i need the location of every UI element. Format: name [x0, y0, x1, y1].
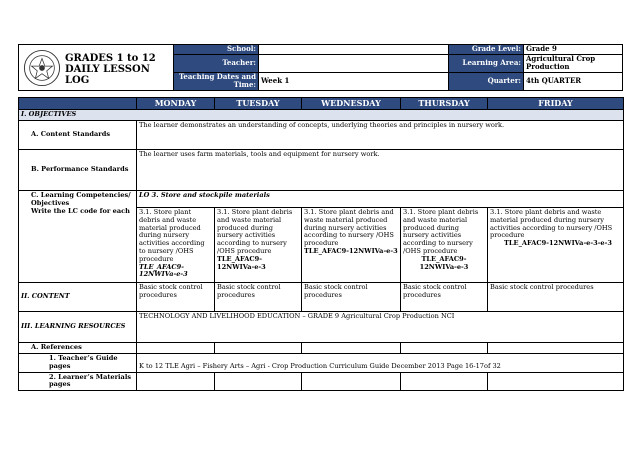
day-monday: MONDAY [137, 98, 215, 110]
lc-code: TLE_AFAC9-12NWIVa-e-3 [139, 262, 188, 279]
learners-materials-label: 2. Learner’s Materials pages [19, 372, 137, 391]
lc-code: TLE_AFAC9-12NWIVa-e-3 [217, 254, 266, 271]
references-label: A. References [19, 343, 137, 354]
performance-standards-label: B. Performance Standards [19, 150, 137, 191]
title-line-2: DAILY LESSON LOG [65, 64, 150, 86]
day-friday: FRIDAY [488, 98, 624, 110]
teachers-guide-row [19, 354, 624, 373]
content-thursday: Basic stock control procedures [401, 283, 488, 312]
grade-level-value: Grade 9 [524, 45, 623, 55]
ref-cell [488, 343, 624, 354]
lc-thursday [401, 208, 488, 283]
objectives-row [19, 110, 624, 121]
day-thursday: THURSDAY [401, 98, 488, 110]
lc-tuesday [215, 208, 302, 283]
content-standards-row [19, 121, 624, 150]
deped-seal-icon [23, 49, 61, 87]
teacher-label: Teacher: [174, 54, 259, 72]
content-heading: II. CONTENT [19, 283, 137, 312]
ref-cell [401, 343, 488, 354]
learning-area-label: Learning Area: [449, 54, 524, 72]
lc-code: TLE_AFAC9-12NWIVa-e-3-e-3 [504, 239, 612, 248]
log-title [65, 53, 173, 86]
school-label: School: [174, 45, 259, 55]
lc-code: TLE_AFAC9-12NWIVa-e-3 [419, 254, 469, 271]
resources-title: TECHNOLOGY AND LIVELIHOOD EDUCATION – GRADE 9 Agricultural Crop Production NCI [137, 312, 624, 343]
learning-area-value: Agricultural Crop Production [524, 54, 623, 72]
days-header-row [19, 98, 624, 110]
lc-text: 3.1. Store plant debris and waste material produced during nursery activities according to nursery /OHS procedure [217, 208, 293, 255]
teachers-guide-label: 1. Teacher’s Guide pages [19, 354, 137, 373]
competencies-label-cell [19, 191, 137, 283]
day-tuesday: TUESDAY [215, 98, 302, 110]
performance-standards-row [19, 150, 624, 191]
content-monday: Basic stock control procedures [137, 283, 215, 312]
lc-code: TLE_AFAC9-12NWIVa-e-3 [304, 246, 398, 255]
grade-level-label: Grade Level: [449, 45, 524, 55]
resources-heading: III. LEARNING RESOURCES [19, 312, 137, 343]
lm-cell [137, 372, 215, 391]
teachers-guide-text: K to 12 TLE Agri – Fishery Arts – Agri - Crop Production Curriculum Guide December 2013 Page 16-17of 32 [137, 354, 624, 373]
lm-cell [215, 372, 302, 391]
header-table [18, 44, 623, 91]
dates-value: Week 1 [259, 72, 449, 90]
content-row [19, 283, 624, 312]
teacher-value [259, 54, 449, 72]
title-line-1: GRADES 1 to 12 [65, 53, 156, 64]
lc-friday [488, 208, 624, 283]
lm-cell [401, 372, 488, 391]
lm-cell [488, 372, 624, 391]
ref-cell [215, 343, 302, 354]
resources-row [19, 312, 624, 343]
lc-text: 3.1. Store plant debris and waste material produced during nursery activities according to nursery /OHS procedure [139, 208, 205, 263]
lc-wednesday [302, 208, 401, 283]
content-standards-label: A. Content Standards [19, 121, 137, 150]
content-wednesday: Basic stock control procedures [302, 283, 401, 312]
competencies-row [19, 191, 624, 208]
day-wednesday: WEDNESDAY [302, 98, 401, 110]
ref-cell [137, 343, 215, 354]
lesson-log-table [18, 97, 624, 391]
quarter-label: Quarter: [449, 72, 524, 90]
lc-text: 3.1. Store plant debris and waste material produced during nursery activities according to nursery /OHS procedure [403, 208, 479, 255]
objectives-heading: I. OBJECTIVES [19, 110, 624, 121]
learning-outcome: LO 3. Store and stockpile materials [137, 191, 624, 208]
content-friday: Basic stock control procedures [488, 283, 624, 312]
content-standards-text: The learner demonstrates an understanding of concepts, underlying theories and principles in nursery work. [137, 121, 624, 150]
references-row [19, 343, 624, 354]
learners-materials-row [19, 372, 624, 391]
school-value [259, 45, 449, 55]
corner-cell [19, 98, 137, 110]
logo-cell [19, 45, 174, 91]
content-tuesday: Basic stock control procedures [215, 283, 302, 312]
lc-text: 3.1. Store plant debris and waste material produced during nursery activities according to nursery /OHS procedure [490, 208, 613, 240]
lc-text: 3.1. Store plant debris and waste material produced during nursery activities according to nursery /OHS procedure [304, 208, 394, 248]
competencies-sub: Write the LC code for each [31, 206, 130, 215]
quarter-value: 4th QUARTER [524, 72, 623, 90]
lc-monday [137, 208, 215, 283]
lm-cell [302, 372, 401, 391]
dates-label: Teaching Dates and Time: [174, 72, 259, 90]
performance-standards-text: The learner uses farm materials, tools and equipment for nursery work. [137, 150, 624, 191]
competencies-label: C. Learning Competencies/ Objectives [31, 191, 131, 207]
ref-cell [302, 343, 401, 354]
